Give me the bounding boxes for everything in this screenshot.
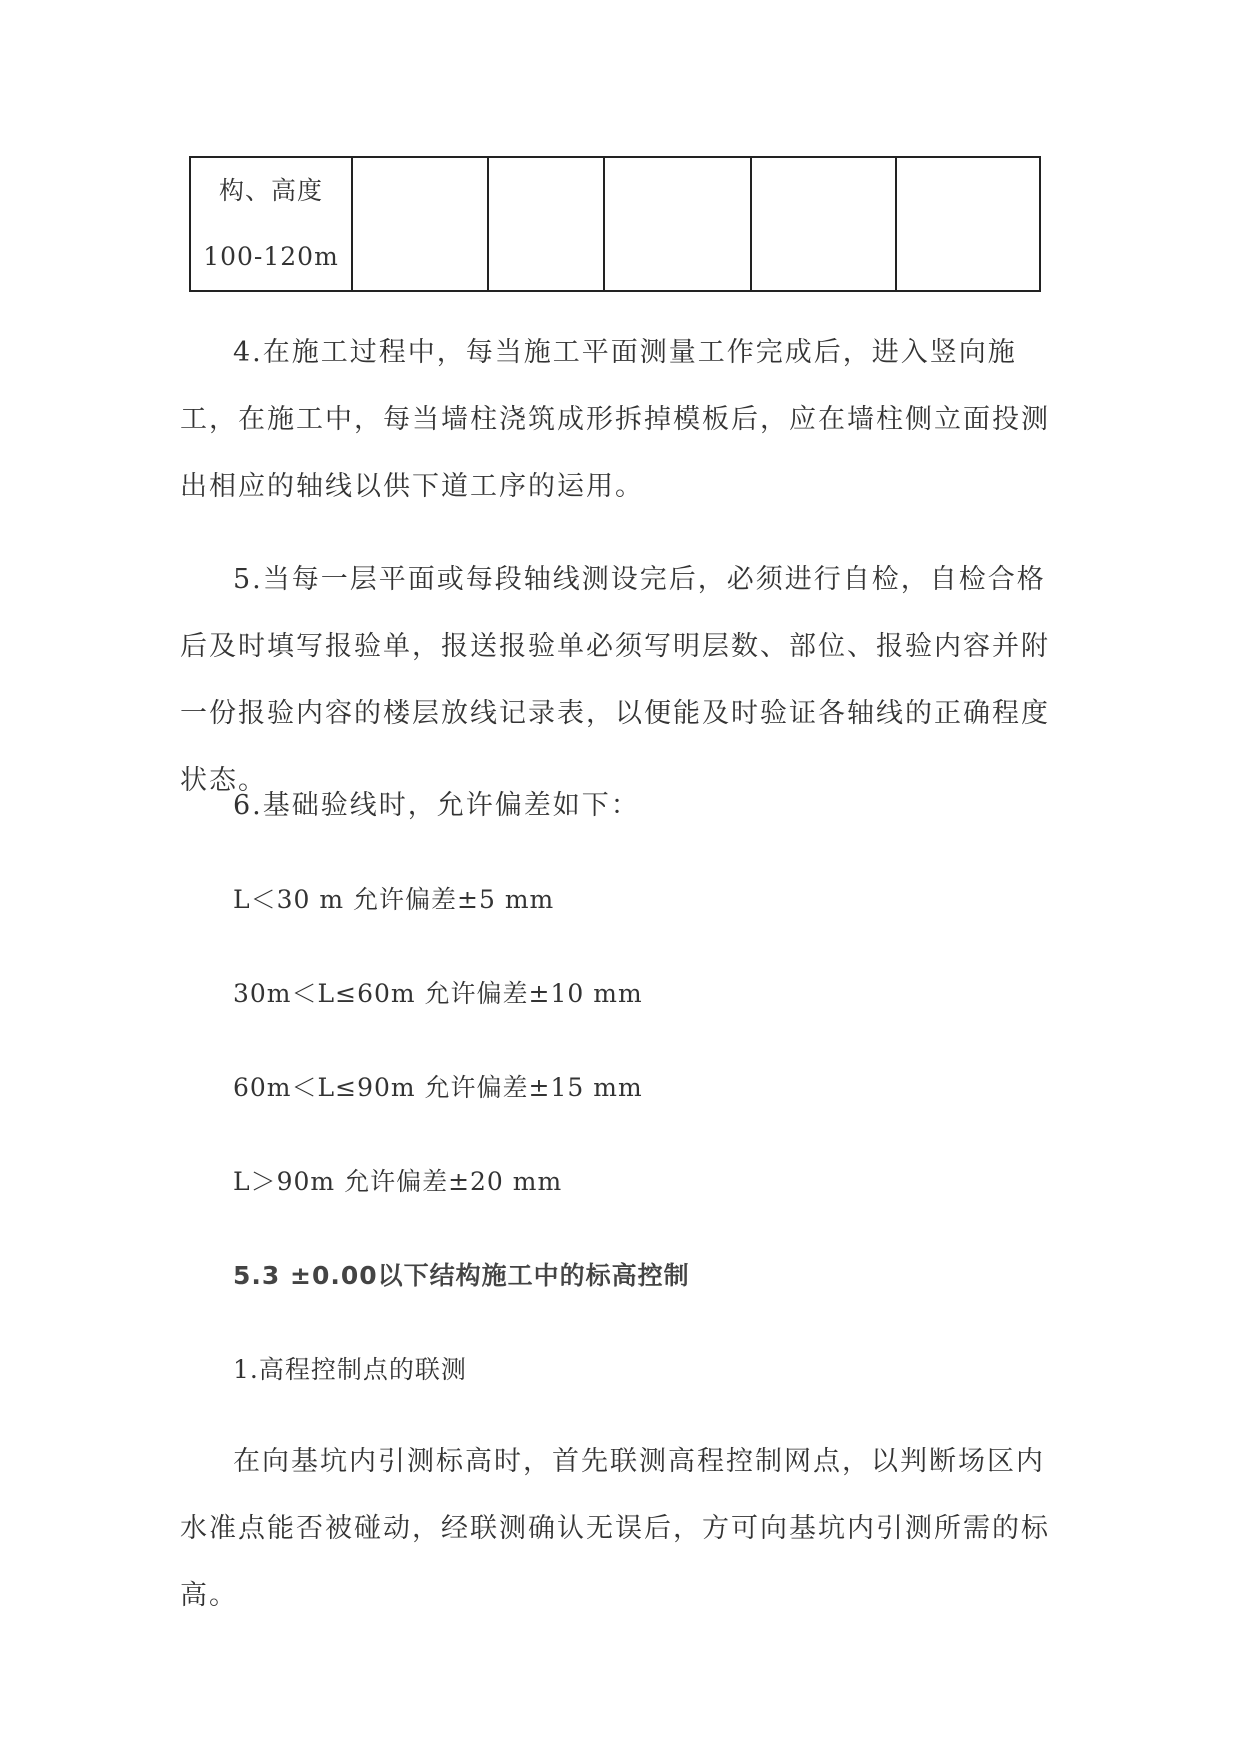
- table-cell: [352, 157, 488, 291]
- table-cell-line: 构、高度: [218, 176, 323, 205]
- section-paragraph: 在向基坑内引测标高时，首先联测高程控制网点，以判断场区内水准点能否被碰动，经联测确认无误后，方可向基坑内引测所需的标高。: [180, 1446, 1050, 1611]
- paragraph-item-6: 6.基础验线时，允许偏差如下：: [233, 790, 640, 821]
- table-cell-line: 100-120m: [203, 242, 339, 271]
- table-cell: [751, 157, 896, 291]
- tolerance-line: L＜30 m 允许偏差±5 mm: [233, 885, 555, 914]
- tolerance-line: L＞90m 允许偏差±20 mm: [233, 1167, 563, 1196]
- tolerance-line: 30m＜L≤60m 允许偏差±10 mm: [233, 979, 643, 1008]
- table-cell: [896, 157, 1040, 291]
- structure-table: [189, 156, 1041, 292]
- subsection-item-1: 1.高程控制点的联测: [233, 1355, 467, 1384]
- tolerance-line: 60m＜L≤90m 允许偏差±15 mm: [233, 1073, 643, 1102]
- table-cell-structure-height: [190, 157, 352, 291]
- paragraph-item-5: 5.当每一层平面或每段轴线测设完后，必须进行自检，自检合格后及时填写报验单，报送报验单必须写明层数、部位、报验内容并附一份报验内容的楼层放线记录表，以便能及时验证各轴线的正确程度状态。: [180, 564, 1050, 796]
- table-cell: [488, 157, 604, 291]
- table-cell: [604, 157, 751, 291]
- table-row: [190, 157, 1040, 291]
- section-heading: 5.3 ±0.00以下结构施工中的标高控制: [233, 1261, 690, 1290]
- paragraph-item-4: 4.在施工过程中，每当施工平面测量工作完成后，进入竖向施工，在施工中，每当墙柱浇筑成形拆掉模板后，应在墙柱侧立面投测出相应的轴线以供下道工序的运用。: [180, 337, 1050, 502]
